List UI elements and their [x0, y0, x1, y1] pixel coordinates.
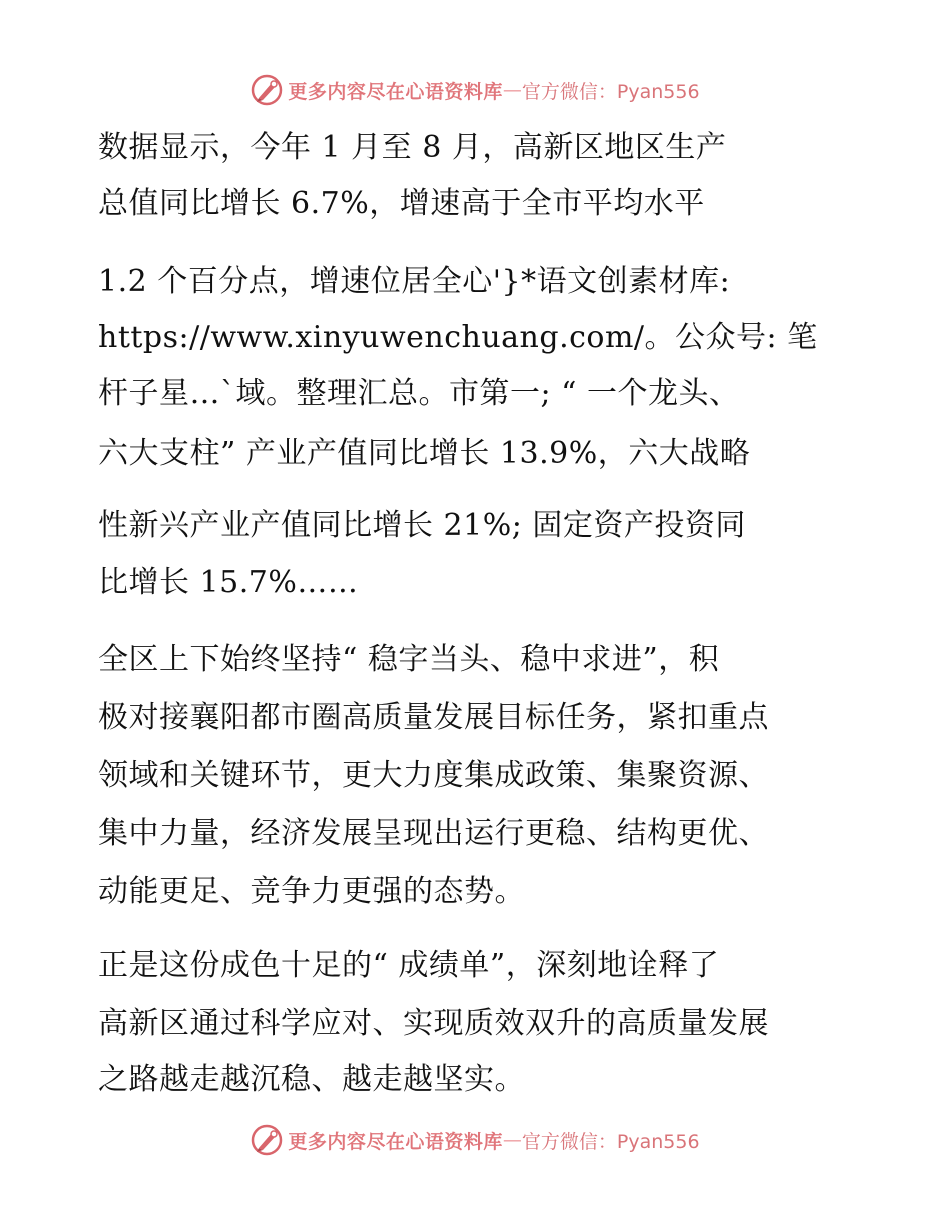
- watermark-text: 更多内容尽在心语资料库: [288, 80, 503, 103]
- text-line: 领域和关键环节，更大力度集成政策、集聚资源、: [98, 758, 769, 793]
- text-line: 动能更足、竞争力更强的态势。: [98, 874, 525, 909]
- watermark-official: 官方微信：Pyan556: [521, 80, 700, 103]
- text-line: 全区上下始终坚持“ 稳字当头、稳中求进”，积: [98, 642, 720, 677]
- text-line: 集中力量，经济发展呈现出运行更稳、结构更优、: [98, 816, 769, 851]
- text-line: 性新兴产业产值同比增长 21%; 固定资产投资同: [98, 508, 746, 543]
- watermark-text: 更多内容尽在心语资料库: [288, 1130, 503, 1153]
- watermark-dash: —: [502, 79, 522, 101]
- text-line: 正是这份成色十足的“ 成绩单”，深刻地诠释了: [98, 948, 720, 983]
- header-watermark: [0, 70, 950, 110]
- text-line: 总值同比增长 6.7%，增速高于全市平均水平: [98, 186, 705, 221]
- text-line: 高新区通过科学应对、实现质效双升的高质量发展: [98, 1006, 769, 1041]
- footer-watermark: [0, 1120, 950, 1160]
- text-line: 1.2 个百分点，增速位居全心'}*语文创素材库:: [98, 264, 731, 299]
- watermark-official: 官方微信：Pyan556: [521, 1130, 700, 1153]
- text-line: 比增长 15.7%……: [98, 565, 359, 600]
- text-line: 之路越走越沉稳、越走越坚实。: [98, 1062, 525, 1097]
- pen-logo-icon: [250, 73, 284, 107]
- text-line: 六大支柱” 产业产值同比增长 13.9%，六大战略: [98, 436, 751, 471]
- text-line: 数据显示，今年 1 月至 8 月，高新区地区生产: [98, 130, 727, 165]
- pen-logo-icon: [250, 1123, 284, 1157]
- text-line: https://www.xinyuwenchuang.com/。公众号: 笔: [98, 320, 818, 355]
- watermark-dash: —: [502, 1129, 522, 1151]
- text-line: 极对接襄阳都市圈高质量发展目标任务，紧扣重点: [98, 700, 769, 735]
- text-line: 杆子星…`域。整理汇总。市第一; “ 一个龙头、: [98, 376, 740, 411]
